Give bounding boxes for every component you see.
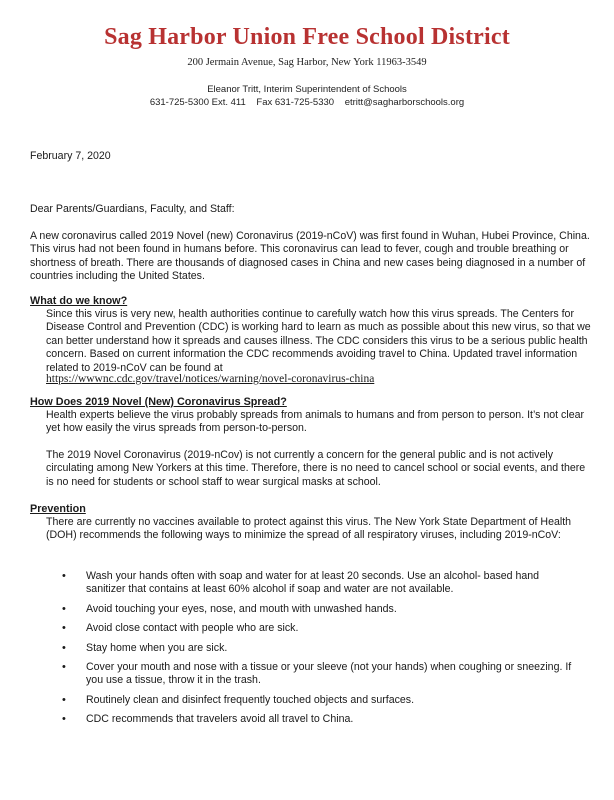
prevention-list	[56, 570, 576, 733]
section-paragraph: The 2019 Novel Coronavirus (2019-nCov) is not currently a concern for the general public and is not actively circulating among New Yorkers at this time. Therefore, there is no need to cancel school or social events, and there is no need for students or school staff to wear surgical masks at school.	[46, 449, 586, 488]
fax-number: Fax 631-725-5330	[256, 97, 335, 108]
bullet-icon: •	[62, 693, 66, 706]
section-paragraph: Health experts believe the virus probably spreads from animals to humans and from person to person. It’s not clear yet how easily the virus spreads from person-to-person.	[46, 409, 585, 435]
bullet-icon: •	[62, 570, 66, 582]
bullet-icon: •	[62, 602, 66, 615]
bullet-icon: •	[62, 622, 66, 635]
cdc-travel-link[interactable]: https://wwwnc.cdc.gov/travel/notices/warning/novel-coronavirus-china	[46, 373, 375, 385]
letter-date: February 7, 2020	[30, 150, 111, 162]
list-item: • Avoid touching your eyes, nose, and mouth with unwashed hands.	[62, 602, 397, 615]
district-address: 200 Jermain Avenue, Sag Harbor, New York 11963-3549	[187, 57, 427, 68]
bullet-icon: •	[62, 713, 66, 726]
list-item: • Cover your mouth and nose with a tissue or your sleeve (not your hands) when coughing or sneezing. If you use a tissue, throw it in the trash.	[62, 661, 572, 687]
list-item: • Routinely clean and disinfect frequently touched objects and surfaces.	[62, 693, 415, 706]
section-heading-how-spread: How Does 2019 Novel (New) Coronavirus Spread?	[30, 396, 287, 408]
list-item: • Wash your hands often with soap and water for at least 20 seconds. Use an alcohol- based hand sanitizer that contains at least 60% alcohol if soap and water are not available.	[62, 570, 540, 596]
section-heading-prevention: Prevention	[30, 503, 86, 515]
section-paragraph: There are currently no vaccines available to protect against this virus. The New York State Department of Health (DOH) recommends the following ways to minimize the spread of all respiratory viruses, including 2019-nCoV:	[46, 516, 572, 542]
contact-line	[0, 97, 614, 108]
district-name: Sag Harbor Union Free School District	[104, 24, 510, 50]
letter-greeting: Dear Parents/Guardians, Faculty, and Staff:	[30, 203, 235, 215]
phone-number: 631-725-5300 Ext. 411	[149, 97, 246, 108]
section-paragraph: Since this virus is very new, health authorities continue to carefully watch how this virus spreads. The Centers for Disease Control and Prevention (CDC) is working hard to learn as much as possible about this new virus, so that we can better understand how it spreads and causes illness. The CDC considers this virus to be a serious public health concern. Based on current information the CDC recommends avoiding travel to China. Updated travel information related to 2019-nCoV can be found at	[46, 308, 591, 374]
email-address: etritt@sagharborschools.org	[344, 97, 465, 108]
list-item: • CDC recommends that travelers avoid all travel to China.	[62, 713, 354, 726]
bullet-icon: •	[62, 661, 66, 674]
list-item: • Avoid close contact with people who are sick.	[62, 622, 299, 635]
bullet-icon: •	[62, 641, 66, 654]
superintendent-line: Eleanor Tritt, Interim Superintendent of Schools	[207, 84, 407, 95]
list-item: • Stay home when you are sick.	[62, 641, 228, 654]
section-heading-what-we-know: What do we know?	[30, 295, 128, 307]
intro-paragraph: A new coronavirus called 2019 Novel (new) Coronavirus (2019-nCoV) was first found in Wuhan, Hubei Province, China. This virus had not been found in humans before. This coronavirus can lead to fever, cough and trouble breathing or shortness of breath. There are thousands of diagnosed cases in China and new cases being diagnosed in a number of countries including the United States.	[30, 230, 590, 283]
